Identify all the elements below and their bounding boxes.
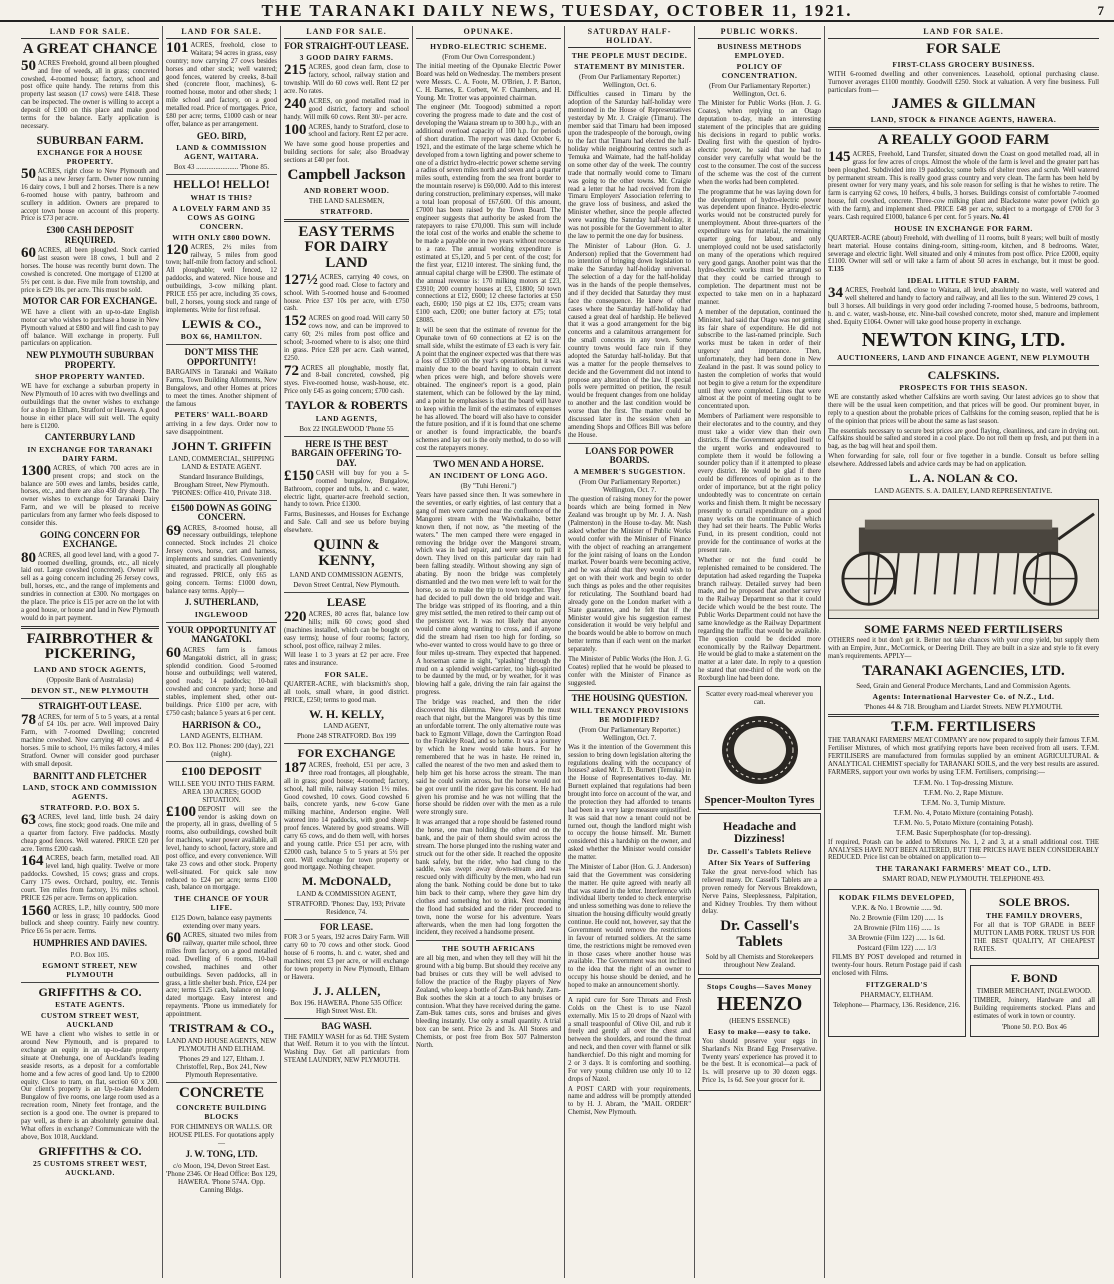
source-line: (From Our Parliamentary Reporter.) Wellington, Oct. 6. (578, 73, 681, 89)
listing: 72 ACRES all ploughable, mostly flat, and 8-bail concreted, cowshed, pig styes. Five-roomed house, wash-house, etc. Price only £45 as going concern; £700 cash. (284, 362, 409, 396)
article-paragraph: Was it the intention of the Government this session to bring down legislation altering the regulations dealing with the occupancy of houses? asked Mr. T. D. Burnett (Temuka) in the House of Representatives to-day. Mr. Burnett explained that regulations had been brought into force on account of the war, and the protection they had afforded to tenants had been in a very large measure unjustified. It was said that now a tenant could not be turned out, though the landlord might wish to occupy the house himself. Mr. Burnett considered this a hardship on the owner, and asked whether the Minister would consider the matter. (568, 743, 691, 862)
headline: STRAIGHT-OUT LEASE. (38, 701, 142, 712)
column-header: PUBLIC WORKS. (698, 26, 821, 39)
firm-name: TARANAKI AGENCIES, LTD. (862, 662, 1065, 679)
article-paragraph: The question of raising money for the power boards which are being formed in New Zealand was brought up by Mr. J. A. Nash (Palmerston) in the House to-day. Mr. Nash asked whether the Minister of Public Works would confer with the Minister of Finance with the object of reaching an arrangement for the joint raising of loans on the London market. Power boards were becoming active, and he was afraid that they would wish to get on with their work and begin to order such things as poles and the other requisites for reticulating. The Southland board had already gone on the London market with a State guarantee, and he felt that if the Minister would give his suggestion earnest consideration it would be very helpful and the boards would be able to borrow on much better terms than if each went on the market separately. (568, 496, 691, 653)
divider (21, 982, 159, 983)
article-paragraph: It will be seen that the estimate of revenue for the Opunake town of 60 connections at £2 is on the small side, whilst the estimate of £3 each is very fair. A point that the engineer expected was that there was a loss of £3300 on the year's operations, but it was mainly due to the board having to obtain current when prices were high, and before shovels were obtained. The engineer's report is a good, plain statement, which can be followed by the lay mind, and a point he emphasises is that the board will have to keep within the limit of the estimates of expenses he has allowed. The board will also have to consider the future position, and if it is found that one scheme or another is found impracticable, the board's schemes and lay out is the only method, to do so will cost the ratepayers money. (416, 326, 561, 452)
firm-address: 25 CUSTOMS STREET WEST, AUCKLAND. (33, 1159, 147, 1178)
bottom-ads (828, 886, 1099, 1039)
firm-address: Telephone— Pharmacy, 136. Residence, 216. (833, 1000, 961, 1009)
firm-subtitle: PHARMACY, ELTHAM. (860, 990, 934, 999)
headline: A REALLY GOOD FARM (877, 132, 1050, 149)
firm-name: W. H. KELLY, (308, 706, 385, 721)
firm-address: STRATFORD. 'Phones: Day, 193; Private Residence, 74. (287, 899, 406, 916)
ad-text: Sold by all Chemists and Storekeepers throughout New Zealand. (705, 952, 814, 969)
list-item: T.F.M. No. 2, Rape Mixture. (923, 788, 1004, 797)
listing: 120 ACRES, 2½ miles from railway, 5 miles from good town; half-mile from factory and school. All ploughable; well fenced, 12 paddocks, and watered. Nice house and outbuildings, 3-cow milking plant. PRICE £55 per acre, including 35 cows, bull, 2 horses, young stock and range of implements. Write for first refusal. (166, 241, 277, 314)
subheadline: AN INCIDENT OF LONG AGO. (429, 471, 548, 481)
list-item: T.F.M. No. 3, Turnip Mixture. (921, 798, 1006, 807)
divider (828, 127, 1099, 130)
listing: 1300 ACRES, of which 700 acres are in present crops; and stock on the balance are 500 ewes and lambs, besides cattle, horses, etc., and there are also 450 dry sheep. The owner wishes to exchange for Taranaki Dairy Farm, and we will be pleased to receive particulars from any farmer who feels disposed to consider this. (21, 462, 159, 527)
firm-address: SMART ROAD, NEW PLYMOUTH. TELEPHONE 493. (882, 875, 1045, 884)
listing: £150 CASH will buy for you a 5-roomed bungalow, Bungalow, Bathroom, copper and tubs, h. and c. water, electric light, quarter-acre freehold section, handy to town. Price £1300. (284, 467, 409, 509)
firm-name: GRIFFITHS & CO. (38, 984, 142, 999)
subheadline: THE PEOPLE MUST DECIDE. (571, 51, 688, 60)
price-line: V.P.K. & No. 1 Brownie ...... 9d. (851, 904, 943, 913)
article-paragraph: THE TARANAKI FARMERS' MEAT COMPANY are now prepared to supply their famous T.F.M. Fertiliser Mixtures, of which most gratifying reports have been received from all users. T.F.M. FERTILISERS are manufactured from formulas supplied by an eminent AGRICULTURAL & ANALYTICAL CHEMIST specially for TARANAKI SOILS, and the very best results are assured. FARMERS, support your own works by using T.F.M. Fertilisers, comprising:— (828, 737, 1099, 776)
firm-address: BOX 66, HAMILTON. (180, 332, 263, 342)
divider (828, 365, 1099, 366)
firm-name: SOLE BROS. (998, 895, 1070, 910)
ad-subheadline: After Six Years of Suffering (708, 858, 811, 868)
listing: 69 ACRES, 8-roomed house, all necessary outbuildings, telephone connected. Stock includes 21 choice Jersey cows, horse, cart and harness, implements and sundries. Conveniently situated, and practically all ploughable and regrassed. PRICE, only £65 as going concern. Terms: £1000 down, balance easy terms. Apply— (166, 522, 277, 595)
listing: 187 ACRES, freehold, £51 per acre, 3 three road frontages, all ploughable, all in grass; good house; 4-roomed; factory, school, hall mile, railway station 1½ miles. Good cowshed, 10 cows. Good cowshed 6 bails, concrete yards, new 6-cow Gane milking machine, Anderson engine. Well watered into 14 paddocks, with good sheep-proof fences. Watered by good streams. Will carry 65 cows, and do them well, with horses and young cattle. Price £51 per acre, with £2000 cash, balance 5 to 5 years at 5½ per cent. Will exchange for town property or good mortgage. Nothing cheaper. (284, 760, 409, 872)
ad-text: Take the great nerve-food which has relieved many. Dr. Cassell's Tablets are a proven remedy for Nervous Breakdown, Nerve Pains, Sleeplessness, Palpitation, and Kidney Troubles. Try them without delay. (702, 869, 817, 916)
column-4 (413, 26, 565, 1278)
price-line: Postcard (Film 122) ...... 1/3 (857, 944, 937, 953)
subheadline: WHAT IS THIS? (190, 192, 253, 202)
subheadline: £125 Down, balance easy payments extending over many years. (171, 914, 272, 931)
headline: YOUR OPPORTUNITY AT MANGATOKI. (167, 624, 276, 645)
sole-bros-advertisement (970, 889, 1100, 959)
firm-name: J. W. TONG, LTD. (185, 1149, 258, 1160)
listing: WITH 6-roomed dwelling and other conveniences. Leasehold, optional purchasing clause. Turnover averages £1100 monthly. Goodwill £250. Stock at valuation. A very fine business. Full particulars from— (828, 70, 1099, 94)
headline: GOING CONCERN FOR EXCHANGE. (39, 529, 140, 550)
divider (166, 622, 277, 623)
listing: BARGAINS in Taranaki and Waikato Farms, Town Building Allotments, New Bungalows, and other Homes at prices to meet the times. Another shipment of the famous (166, 369, 277, 408)
firm-subtitle: P.O. Box 105. (70, 950, 110, 959)
subheadline: IDEAL LITTLE STUD FARM. (907, 276, 1020, 286)
headline: EASY TERMS FOR DAIRY LAND (298, 223, 395, 272)
firm-subtitle: LAND & COMMISSION AGENT, (296, 889, 397, 898)
listing: 215 ACRES, good clean farm, close to factory, school, railway station and township. Will do 60 cows well. Rent £2 per acre. No rates. (284, 62, 409, 96)
subheadline: STATEMENT BY MINISTER. (574, 62, 685, 71)
firm-address: Box 43 ........................ 'Phone 85. (173, 163, 270, 172)
listing: arriving in a few days. Order now to save disappointment. (166, 421, 277, 437)
article-paragraph: The engineer (Mr. Toogood) submitted a report covering the progress made to date and the cost of developing the Waiaua stream up to 300 h.p., with an additional overload capacity of 100 h.p. for periods of short duration. The report was dated October 6, 1921, and the estimate of the large scheme which he developed from a town lighting and power scheme to one of a district hydro-electric power scheme serving a radius of seven miles north and seven and a quarter miles south, extending from the sea front border to the mountain reserve) is £60,000. Add to this interest during construction, preliminary expenses, will make a total loan proposal of £67,600. Of this amount, £7000 has been raised by the Town Board. The engineer suggests that authority be asked from the ratepayers to raise £70,000. This sum will include the total cost of the works and enable the scheme to be made a payable one in two years without recourse to a rate. The annual working expenditure is estimated at £5,120, and 5 per cent. of the cost; for the first year, £1210 interest. The sinking fund, the annual capital charge will be £3900. The estimate of the annual revenue is: 170 milking motors at £23, £3910; 200 country houses at £3, £1800; 50 town connections at £12, £600; 12 cheese factories at £50 each, £600; 150 pigs at £2 10s, £375; cream vans £100 each, £200; one butter factory at £75; total £8085. (416, 104, 561, 324)
subheadline: SHOP PROPERTY WANTED. (35, 372, 145, 382)
divider (568, 993, 691, 994)
firm-name: FAIRBROTHER & PICKERING, (26, 630, 154, 663)
ad-subheadline: Easy to make—easy to take. (708, 1026, 811, 1036)
headline: A GREAT CHANCE (22, 41, 158, 57)
headline: T.F.M. FERTILISERS (891, 718, 1036, 735)
listing: FOR 3 or 5 years, 192 acres Dairy Farm. Will carry 60 to 70 cows and other stock. Good house of 6 rooms, h. and c. water, shed and machines; rent £3 per acre, or will exchange for town property in New Plymouth, Eltham or Hawera. (284, 934, 409, 981)
article-paragraph: The Minister for Public Works (Hon. J. G. Coates), when replying to an Otago deputation to-day, made an interesting statement of the principles that are guiding his decisions in regard to public works. Dealing first with the question of hydro-electric power, he said that he had to consider very carefully what would be the cost to the consumer. The cost of the success of the scheme was the cost of the current when the works had been completed. (698, 100, 821, 186)
article-paragraph: A member of the deputation, continued the Minister, had said that Otago was not getting its fair share of expenditure. He did not subscribe to the last-named principle. Such works must be taken in order of their urgency and importance. Then, unfortunately, they had been done in New Zealand in the past. It was sound policy to hasten the completion of works that would not begin to give a return for the expenditure until they were completed. Lines that were almost at the point of meeting ought to be concentrated upon. (698, 308, 821, 411)
firm-name: F. BOND (1010, 971, 1058, 986)
bond-advertisement (970, 965, 1100, 1036)
firm-name: Campbell Jackson (287, 166, 406, 183)
headline: CONCRETE (178, 1084, 264, 1101)
article-paragraph: The essentials necessary to secure best prices are good flaying, cleanliness, and care in drying out. Calfskins should be salted and stored in a cool place. Do not roll them up fresh, and put them in a bag, as the bag will heat and spoil them. (828, 427, 1099, 451)
firm-address: Devon Street Central, New Plymouth. (293, 581, 400, 590)
article-paragraph: The Minister of Public Works (the Hon. J. G. Coates) replied that he would be pleased to confer with the Minister of Finance as suggested. (568, 655, 691, 687)
headline: FOR EXCHANGE (297, 746, 396, 761)
listing: 60 ACRES, all been ploughed. Stock carried last season were 18 cows, 1 bull and 2 horses. The house was recently burnt down. The cowshed is concreted. One mortgage of £1200 at 5½ per cent. is due. Five mile from township, and price is £29 10s. per acre. This must be sold. (21, 245, 159, 294)
firm-subtitle: Seed, Grain and General Produce Merchants, Land and Commission Agents. (856, 681, 1071, 690)
subheadline: PETERS' WALL-BOARD (174, 410, 269, 420)
listing: THE FAMILY WASH for as 6d. THE System that Welf. Return it to you with the lintcut. Washing Day. Get all particulars from STEAM LAUNDRY, NEW PLYMOUTH. (284, 1033, 409, 1065)
subheadline: A MEMBER'S SUGGESTION. (573, 467, 686, 477)
firm-address: 'Phone 50. P.O. Box 46 (1001, 1022, 1067, 1031)
headline: FOR STRAIGHT-OUT LEASE. (284, 41, 409, 51)
listing: 127½ ACRES, carrying 40 cows, on good road. Close to factory and school. With 5-roomed house and 6-roomed house. Price £37 10s per acre, with £750 cash. (284, 271, 409, 313)
subheadline: HYDRO-ELECTRIC SCHEME. (430, 42, 547, 51)
subheadline: CONCRETE BUILDING BLOCKS (176, 1103, 267, 1122)
column-3 (281, 26, 413, 1278)
headline: £300 CASH DEPOSIT REQUIRED. (46, 225, 134, 245)
firm-subtitle: LAND, STOCK AND COMMISSION AGENTS. (22, 783, 158, 802)
headline: THE HOUSING QUESTION. (571, 693, 688, 704)
subheadline: FOR SALE. (324, 670, 369, 680)
firm-name: M. McDONALD, (302, 874, 391, 889)
firm-subtitle: Agents: International Harvester Co. of N.Z., Ltd. (872, 691, 1055, 701)
column-header: LAND FOR SALE. (284, 26, 409, 39)
subheadline: IN EXCHANGE FOR TARANAKI DAIRY FARM. (27, 444, 153, 463)
fertiliser-list (828, 779, 1099, 837)
firm-subtitle: THE LAND SALESMEN, (308, 196, 385, 205)
listing: WE have for exchange a suburban property in New Plymouth of 10 acres with two dwellings and outbuildings that the owner wishes to exchange for a shop in Eltham, Stratford or Hawera. A good house in either place will suit well. The equity here is £1200. (21, 383, 159, 430)
page-number: 7 (1097, 3, 1104, 18)
divider (284, 436, 409, 437)
firm-name: J. J. ALLEN, (312, 983, 381, 998)
firm-address: INGLEWOOD (194, 609, 249, 619)
article-paragraph: It was arranged that a rope should be fastened round the horse, one man holding the other end on the bank, and the pair of them should swim across the stream. The horse plunged into the rushing water and struck out for the other side. It reached the opposite bank safely, but the rider, who had clung to the saddle, was swept away down-stream and was rescued only with difficulty by the men, who had run along the bank. Nothing could be done but to take him back to their camp, where they gave him dry clothes and something hot to drink. Next morning the flood had subsided and the rider proceeded to town, none the worse for his adventure. Years afterwards, when the men had long forgotten the incident, they received a handsome present. (416, 819, 561, 937)
subheadline: HOUSE IN EXCHANGE FOR FARM. (894, 223, 1033, 233)
kodak-advertisement (828, 889, 966, 1036)
firm-name: L. A. NOLAN & CO. (909, 470, 1018, 485)
subheadline: PROSPECTS FOR THIS SEASON. (899, 383, 1028, 393)
firm-name: QUINN & KENNY, (313, 536, 380, 569)
firm-name: HARRISON & CO., (182, 719, 261, 730)
source-line: (By "Tuhi Hereni.") (460, 482, 517, 491)
listing: £100 DEPOSIT will see the vendor is asking down on the property, all in grass, dwelling of 5 rooms, also outbuildings, cowshed built for machines, water power available, all level, handy to school, factory, store and post office, and every convenience. Will take 23 cows and other stock. Property well-situated. For quick sale now reduced to £24 per acre; terms £100 cash, balance on mortgage. (166, 803, 277, 892)
firm-address: c/o Moon, 194, Devon Street East. 'Phone 2346. Or Head Office: Box 129, HAWERA. 'Phone 574A. Opp. Canning Bldgs. (166, 1161, 277, 1194)
price-line: 3A Brownie (Film 122) ...... 1s 6d. (848, 934, 946, 943)
tablets-advertisement (698, 813, 821, 975)
column-header: LAND FOR SALE. (166, 26, 277, 39)
listing: 101 ACRES, freehold, close to Waitara; 94 acres in grass, easy country; now carrying 27 cows besides horses and other stock; well watered; good fences, watered by creeks, 8-bail shed (concrete floor, machines), 6-roomed house, motor and other sheds; 1 mile school and factory, on a good metalled road. Price of mortgages. Price, £80 per acre; terms, £1000 cash or near offer, balance as per arrangement. (166, 40, 277, 128)
firm-address: STRATFORD. P.O. BOX 5. (40, 803, 140, 813)
article-paragraph: The programme that he was laying down for the development of hydro-electric power was dependent upon finance. Hydro-electric works would not be constructed purely for unemployment. About three-quarters of the expenditure was for material, the remaining quarter going for labour, and only unemployed could not be used satisfactorily on many of the operations which required very good gangs. Another point was that the hydro-electric works must be arranged so that they could be carried through to completion. The department must not be expected to take men on in a haphazard manner. (698, 188, 821, 306)
firm-name: FITZGERALD'S (865, 979, 928, 989)
firm-subtitle: ESTATE AGENTS. (55, 1000, 125, 1010)
list-item: T.F.M. No. 1 Top-dressing Mixture. (913, 778, 1014, 787)
subheadline: THE SOUTH AFRICANS (441, 944, 536, 954)
headline: TWO MEN AND A HORSE. (433, 458, 544, 469)
firm-subtitle: (Opposite Bank of Australasia) (46, 676, 134, 685)
firm-name: GRIFFITHS & CO. (38, 1143, 142, 1158)
brand-name: HEENZO (716, 992, 803, 1015)
article-paragraph: Difficulties caused in Timaru by the adoption of the Saturday half-holiday were mentioned in the House of Representatives yesterday by Mr. J. Craigie (Timaru). The member said that Timaru had been imposed upon the tradespeople of the borough, owing to the fact that Timaru had elected the half-holiday while neighbouring centres such as Temuka and Waimate, had the half-holiday on some other day of the week. The country trade that normally would come to Timaru was going to the other towns. Mr. Craigie read a letter that he had received from the Timaru Employers' Association referring to the grave loss of business, and asked the Minister whether, since the people affected were wanting the Saturday half-holiday, it was not possible for the Government to alter the law to permit the one day for business. (568, 91, 691, 240)
list-item: T.F.M. Basic Superphosphate (for top-dressing). (895, 828, 1031, 837)
ad-text: FILMS BY POST developed and returned in twenty-four hours. Return Postage paid if cash enclosed with Films. (832, 954, 962, 978)
firm-name: BARNITT AND FLETCHER (33, 770, 147, 781)
listing: 50 ACRES, right close to New Plymouth and has a new Jersey farm. Owner now running 16 dairy cows, 1 bull and 2 horses. There is a new 6-roomed house with pantry, bathroom and scullery in addition. Owners are prepared to accept town house on account of this property. Price is £73 per acre. (21, 166, 159, 223)
firm-subtitle: LAND AGENTS, (315, 413, 378, 423)
article-paragraph: If required, Potash can be added to Mixtures No. 1, 2 and 3, at a small additional cost. THE ANALYSES HAVE NOT BEEN ALTERED, BUT THE PRICES HAVE BEEN CONSIDERABLY REDUCED. Price list can be obtained on application to— (828, 838, 1099, 862)
subheadline: FIRST-CLASS GROCERY BUSINESS. (892, 59, 1035, 69)
subheadline: FOR CHIMNEYS OR WALLS. OR HOUSE PILES. For quotations apply— (168, 1123, 275, 1148)
firm-subtitle: LAND AND COMMISSION AGENTS, (289, 571, 404, 580)
listing: 100 ACRES, handy to Stratford, close to school and factory. Rent £2 per acre. (284, 121, 409, 139)
subheadline: WILL TENANCY PROVISIONS BE MODIFIED? (570, 705, 689, 724)
column-6 (695, 26, 825, 1278)
firm-name: HUMPHRIES AND DAVIES. (32, 938, 148, 949)
firm-subtitle: LAND, STOCK & FINANCE AGENTS, HAWERA. (870, 115, 1057, 125)
firm-subtitle: THE FAMILY DROVERS, (985, 910, 1083, 920)
divider (284, 743, 409, 744)
firm-subtitle: AUCTIONEERS, LAND AND FINANCE AGENT, NEW PLYMOUTH (837, 352, 1090, 362)
listing: 63 ACRES, level land, little bush. 24 dairy cows, fine stock; good roads. One mile and a quarter from factory. Five paddocks. Mostly cheap good fences. Well watered. PRICE £20 per acre. Terms £200 cash. (21, 812, 159, 853)
headline: DON'T MISS THE OPPORTUNITY! (184, 347, 259, 367)
article-paragraph: A rapid cure for Sore Throats and Fresh Colds on the Chest is to use Nazol externally. Mix 15 to 20 drops of Nazol with a small teaspoonful of Olive Oil, and rub it freely and gently all over the chest and between the shoulders, and round the throat and neck, and then cover with flannel or silk handkerchief. Do this night and morning for 2 or 3 days. It is comforting and soothing. For very young children use only 10 to 12 drops of Nazol. (568, 996, 691, 1083)
listing: We have some good house properties and building sections for sale; also Broadway sections at £40 per foot. (284, 141, 409, 165)
listing: 152 ACRES on good road. Will carry 50 cows now, and can be improved to carry 60; 2½ miles from post office and school; 3-roomed where to is also; one third in grass. Price £28 per acre. Cash wanted, £250. (284, 313, 409, 362)
seed-drill-drawing (829, 500, 1098, 618)
heenzo-advertisement (698, 978, 821, 1091)
headline: LOANS FOR POWER BOARDS. (585, 445, 674, 465)
column-header: OPUNAKE. (416, 26, 561, 39)
headline: FOR SALE (926, 41, 1001, 57)
source-line: (From Our Own Correspondent.) (442, 53, 535, 61)
divider (21, 698, 159, 699)
firm-name: TRISTRAM & CO., (169, 1020, 274, 1035)
headline: BAG WASH. (321, 1021, 372, 1032)
firm-subtitle: LAND AGENTS, ELTHAM. (180, 732, 263, 741)
headline: £100 DEPOSIT (181, 764, 262, 779)
subheadline: WILL SEE YOU INTO THIS FARM. AREA 130 ACRES; GOOD SITUATION. (168, 779, 275, 804)
listing: 145 ACRES, Freehold, Land Transfer, situated down the Coast on good metalled road, all in grass for few acres of crops. Almost the whole of the farm is level and the greater part has been ploughed. Subdivided into 19 paddocks; some belts of shelter trees and scrub. Well watered by permanent stream. This is really good grass country and very clean. The farm has been held by present owner for very many years, and his sole reason for selling is that he wishes to retire. The farm is carrying 62 cows, 10 heifers, 4 bulls, 3 horses. Buildings consist of comfortable 7-roomed house, full cowshed, concrete. Three-cow milking plant and Blackstone water power (which go with the farm), and implement shed. PRICE £48 per acre, subject to a mortgage of £700 for 3 years. Cash required £1000, balance 6 per cent. for 5 years. No. 41 (828, 148, 1099, 221)
firm-address: STRATFORD. (320, 206, 373, 216)
divider (568, 443, 691, 444)
firm-name: JOHN T. GRIFFIN (171, 439, 272, 454)
listing: 240 ACRES, on good metalled road in good district, factory and school handy. Will milk 60 cows. Rent 30/- per acre. (284, 95, 409, 121)
firm-subtitle: LAND AND HOUSE AGENTS, NEW PLYMOUTH AND ELTHAM. (166, 1036, 277, 1053)
listing: QUARTER-ACRE (about) Freehold, with dwelling of 11 rooms, built 8 years; well built of mostly heart material. House contains dining-room, sitting-room, kitchen, and 8 bedrooms. Water, sewerage and electric light. Well situated and only 4 minutes from post office. Price £2000, equity £1100. Owner will sell or will take a farm of about 50 acres in exchange, but it must be good. T.135 (828, 234, 1099, 274)
divider (166, 500, 277, 501)
tyre-advertisement (698, 686, 821, 810)
listing: 60 ACRES, situated two miles from railway, quarter mile school, three miles from factory, on a good metalled road. Dwelling of 6 rooms, 10-bail cowshed, machines and other outbuildings. Seven paddocks, all in grass, a little shelter bush. Price, £24 per acre; terms £125 cash, balance on long-dated mortgage. Easy interest and repayments. 'Phone us immediately for appointment. (166, 930, 277, 1019)
firm-address: DEVON ST., NEW PLYMOUTH (31, 686, 149, 696)
firm-subtitle: LAND & COMMISSION AGENT, WAITARA. (176, 143, 267, 162)
firm-subtitle: LAND, COMMERCIAL, SHIPPING LAND & ESTATE AGENT. (168, 454, 275, 471)
firm-subtitle: LAND AGENTS. S. A. DAILEY, LAND REPRESENTATIVE. (874, 486, 1053, 495)
article-paragraph: A POST CARD with your requirements, name and address will be promptly attended to by H. J. Abram, the "MAIL ORDER" Chemist, New Plymouth. (568, 1085, 691, 1117)
headline: CANTERBURY LAND (44, 432, 136, 443)
column-header: SATURDAY HALF-HOLIDAY. (568, 26, 691, 48)
firm-subtitle: LAND AGENT, (323, 722, 370, 731)
headline: HELLO! HELLO! (173, 177, 270, 192)
firm-address: 'Phones 29 and 127, Eltham. J. Christoffel, Rep., Box 241, New Plymouth Representative. (176, 1054, 267, 1079)
article-paragraph: The bridge was reached, and then the rider discovered his dilemma. New Plymouth he must reach that night, but the Mangorei was by this time an unfordable torrent. The only alternative route was back to Egmont Village, down the Carrington Road to the Frankley Road, and so home. It was a journey by which he knew would take hours. For he remembered that he was in haste. He reined in, called the nearest of the two men and asked them to help him get his horse across the stream. The man said he could swim across, but the horse would not be got over until the rider gave his consent. He had given his promise and he was not willing that the horse should be ridden over with the men as a rule were strongly sure. (416, 699, 561, 817)
price-line: 2A Brownie (Film 116) ...... 1s (853, 924, 940, 933)
headline: LEASE (326, 595, 367, 610)
headline: HERE IS THE BEST BARGAIN OFFERING TO-DAY. (291, 438, 402, 468)
column-header: LAND FOR SALE. (21, 26, 159, 39)
divider (568, 690, 691, 691)
article-paragraph: Whether or not the fund could be replenished remained to be considered. The deputation had asked regarding the Tuapeka branch railway. Detailed survey had been made, and he proposed that another survey to the Railway Department so that it could decide which would be the best route. The Public Works Department could not have the same knowledge as the Railway Department regarding the traffic that would be available. The question could be decided more economically by the Railway Department. He would be glad to make a statement on the matter at a later date. In reply to a question he stated that one-third of the work on the Roxburgh line had been done. (698, 556, 821, 682)
firm-address: Phone 248 STRATFORD. Box 199 (297, 732, 396, 741)
ad-subheadline: (HEEN'S ESSENCE) (729, 1016, 790, 1025)
article-paragraph: The initial meeting of the Opunake Electric Power Board was held on Wednesday. The members present were Messrs. C. A. Foote, M. O'Brien, J. P. Barton, C. H. Barnes, E. Corbett, W. F. Chambers, and H. Young. Mr. Trotter was appointed chairman. (416, 63, 561, 102)
ad-headline: Headache and Dizziness! (722, 818, 796, 846)
brand-name: Dr. Cassell's Tablets (720, 918, 799, 951)
listing: Will lease 1 to 3 years at £2 per acre. Free rates and insurance. (284, 652, 409, 668)
masthead-title: THE TARANAKI DAILY NEWS, TUESDAY, OCTOBER 11, 1921. (261, 1, 853, 20)
column-1 (18, 26, 163, 1278)
listing: WE have a client who wishes to settle in or around New Plymouth, and is prepared to exchange an equity in an up-to-date property situate at Onehunga, one of Auckland's leading seaside resorts, as a deposit for a comfortable home and a few acres of good land. Up to £2000 equity. Close to tram, on flat, section 60 x 200. Our client's property is an Up-to-date Modern Bungalow of five rooms, one large room used as a recreation room, Ninety feet frontage, and the section is a good one. The owner is prepared to pay well, as there is an absolutely genuine deal. What offers in exchange? Communicate with the above, Box 1018, Auckland. (21, 1031, 159, 1141)
divider (166, 1082, 277, 1083)
column-header: LAND FOR SALE. (828, 26, 1099, 39)
ad-text: For all that is TOP GRADE in BEEF MUTTON LAMB PORK. TRUST US FOR THE BEST QUALITY, AT CHEAPEST RATES. (973, 921, 1095, 953)
tyre-illustration (706, 710, 814, 790)
divider (416, 456, 561, 457)
article-paragraph: Members of Parliament were responsible to their electorates and to the country, and they must take a wider view than their own districts. If the Government applied itself to the urgent works and endeavoured to complete them it would be following a sounder policy than if it attempted to please every district. He would be glad if there could be differences of opinion as to the order of importance, but at the right policy undoubtedly was to concentrate on certain works and finish them. It might be necessary presently to curtail expenditure on a good many works on the continuance of which they had set their hearts. The Public Works Fund, in its present condition, could not provide for the continuance of works at the present rate. (698, 413, 821, 554)
divider (166, 174, 277, 175)
source-line: (From Our Parliamentary Reporter.) Wellington, Oct. 7. (578, 725, 681, 742)
firm-name: GEO. BIRD, (196, 130, 247, 141)
listing: 220 ACRES, 80 acres flat, balance low hills; milk 60 cows; good shed (machines installed, which can be bought on easy terms); house of four rooms; factory, school, post office, railway 2 miles. (284, 609, 409, 650)
divider (21, 626, 159, 629)
ad-subheadline: Stops Coughs—Saves Money (707, 981, 812, 991)
listing: WE have a client with an up-to-date English motor car who wishes to purchase a house in New Plymouth valued at £800 and will find cash to pay off balance. Will exchange in property. Full particulars on application. (21, 308, 159, 348)
ad-subheadline: Dr. Cassell's Tablets Relieve (707, 847, 812, 857)
ad-text: TIMBER, Joinery, Hardware and all Building requirements stocked. Plans and estimates of work in town or country. (973, 996, 1095, 1020)
headline: £1500 DOWN AS GOING CONCERN. (171, 502, 272, 523)
seed-drill-illustration (828, 499, 1099, 619)
subheadline: POLICY OF CONCENTRATION. (721, 62, 798, 80)
firm-subtitle: AND ROBERT WOOD. (303, 185, 390, 195)
firm-address: EGMONT STREET, NEW PLYMOUTH (42, 960, 138, 979)
right-ads (970, 886, 1100, 1039)
article-paragraph: OTHERS need it but don't get it. Better not take chances with your crop yield, but supply them with an Empire, Junr., McCormick, or Deering Drill. They are built in a size and style to fit every man's requirements. APPLY— (828, 637, 1099, 660)
listing: 34 ACRES, Freehold land, close to Waitara, all level, absolutely no waste, well watered and well sheltered and handy to factory and railway, and all lies to the sun. Wintered 29 cows, 1 bull 3 horses. All buildings in very good order including 7-roomed house, 5 bedrooms, bathroom, h. and c. water, wash-house, etc. Nine-bail cowshed concrete, motor shed, manure and implement shed. Equity £1064. Owner will take good house property in exchange. (828, 285, 1099, 326)
subheadline: BUSINESS METHODS EMPLOYED. (717, 42, 802, 60)
divider (416, 940, 561, 941)
firm-name: J. SUTHERLAND, (184, 597, 259, 608)
headline: CALFSKINS. (927, 367, 1000, 382)
subheadline: 3 GOOD DAIRY FARMS. (299, 53, 394, 63)
subheadline: WITH ONLY £800 DOWN. (172, 232, 271, 242)
firm-address: Box 196. HAWERA. Phone 535 Office: High Street West. Elt. (290, 999, 403, 1016)
firm-name: NEWTON KING, LTD. (861, 328, 1066, 351)
article-paragraph: are all big men, and when they tell they will hit the ground with a big bump. But should they receive any bad bruises or cuts they will be well advised to follow the practice of the Rugby players of New Zealand, who keep a bottle of Zam-Buk handy. Zam-Buk soothes the skin at a touch to any bruises or contusion. What they have received during the game. Zam-Buk tames cuts, sores and bruises and gives bleeding instantly. Use only a small quantity. A trial box can be sent. Price 2s and 3s. All Stores and Chemists, or post free from Box 507 Palmerston North. (416, 955, 561, 1049)
ad-text: You should preserve your eggs in Sharland's Nix Brand Egg Preservative. Twenty years' experience has proved it to be the best. It is economical—a pack of 1s. will preserve up to 30 dozen eggs. Price 1s, 1s 6d. See your grocer for it. (702, 1037, 817, 1085)
divider (284, 219, 409, 222)
headline: SOME FARMS NEED FERTILISERS (864, 621, 1063, 636)
listing: Farms, Businesses, and Houses for Exchange and Sale. Call and see us before buying elsewhere. (284, 511, 409, 535)
ad-headline: KODAK FILMS DEVELOPED, (839, 893, 955, 903)
subheadline: EXCHANGE FOR A HOUSE PROPERTY. (37, 148, 143, 167)
column-5 (565, 26, 695, 1278)
article-paragraph: Years have passed since then. It was somewhere in the seventies, or early eighties, of last century that a gang of men were camped near the confluence of the Mangorei stream with the Waiwhakaiho, better known then, if not now, as "the meeting of the waters." The men camped there were engaged in removing the bridge over the Mangorei stream, which was in bad repair, and were sent to pull it down. They lived on this particular day rain had been falling steadily. Without showing any sign of abating. By noon the bridge was completely dismantled and the two men were left to wait for the horse, so as to make the trip to town together. They had decided to pull down the old bridge and wait. The bridge was stripped of its flooring, and a thin grey mist settled, the men retired to their camp out of the persistent wet. It was not likely that anyone would come along wanting to cross, and if anyone did the stream had risen too high for fording, so who-ever wanted to cross would have to go three or four miles up-stream. They expected that happened. A horseman came in sight, "splashing" through the mud on a splendid weight-carrier, too high-spirited to be daunted by the mud, or by weather, for it was blowing half a gale, driving the rain fair against the progress. (416, 492, 561, 697)
subheadline: THE CHANCE OF YOUR LIFE. (174, 894, 269, 913)
source-line: (From Our Parliamentary Reporter.) Wellington, Oct. 6. (708, 82, 811, 98)
listing: 1560 ACRES, L.P., hilly country, 500 more or less in grass; 10 paddocks. Good bullock and sheep country. Fairly new country. Price £6 5s per acre. Terms. (21, 902, 159, 936)
firm-subtitle: LAND AND STOCK AGENTS, (33, 665, 147, 675)
firm-address: 'Phones 44 & 718. Brougham and Liardet Streets. NEW PLYMOUTH. (864, 702, 1063, 711)
column-7 (825, 26, 1102, 1278)
ad-text: Scatter every road-meal wherever you can. (706, 689, 813, 706)
headline: FOR LEASE. (319, 921, 373, 932)
firm-address: Standard Insurance Buildings, Brougham Street, New Plymouth. 'PHONES: Office 410, Private 318. (171, 472, 272, 497)
brand-name: Spencer-Moulton Tyres (704, 793, 815, 806)
source-line: (From Our Parliamentary Reporter.) Wellington, Oct. 7. (578, 478, 681, 495)
divider (284, 1018, 409, 1019)
headline: NEW PLYMOUTH SUBURBAN PROPERTY. (26, 350, 154, 370)
column-2 (163, 26, 281, 1278)
listing: 164 ACRES, beach farm, metalled road. All level land, high quality. Twelve or more paddocks. Cowshed, 15 cows; grass and crops. Carry 175 ewes. Orchard, poultry, etc. Tennis court. Ten miles from factory, 1½ miles school. PRICE £26 per acre. Terms on application. (21, 853, 159, 902)
article-paragraph: WE are constantly asked whether Calfskins are worth saving. Our latest advices go to show that there will be the usual keen competition, and that prices will be good. Our prominent buyer, in reply to a question about the probable prices of Calfskins for the coming season, replied that he is of the opinion that prices will be about the same as last season. (828, 394, 1099, 425)
listing: 78 ACRES, for term of 5 to 5 years, at a rental of £4 10s. per acre. Well improved Dairy Farm, with 7-roomed Dwelling; concreted machine cowshed. Now carrying 40 cows and 4 horses. 5 mile to school, 1½ miles factory, 4 miles Stratford. Owner will consider good purchaser with small deposit. (21, 711, 159, 768)
firm-name: LEWIS & CO., (181, 316, 262, 331)
list-item: T.F.M. No. 4, Potato Mixture (containing Potash). (893, 808, 1034, 817)
article-paragraph: When forwarding for sale, roll four or five together in a bundle. Consult us before selling elsewhere. Addressed labels and advice cards may be had on application. (828, 453, 1099, 469)
firm-address: P.O. Box 112. Phones: 200 (day), 221 (night). (168, 742, 275, 759)
listing: 60 ACRES farm is famous Mangatoki district, all in grass; splendid condition. Good 5-roomed house and outbuildings; well watered, good roads; 14 paddocks; 10-bail cowshed and concrete yard; horse and stables, implement shed, other out-buildings. Price £100 per acre, with £750 cash; balance 5 years at 6 per cent. (166, 644, 277, 717)
subheadline: A LOVELY FARM AND 35 COWS AS GOING CONCERN. (172, 203, 271, 231)
listing: QUARTER-ACRE, with blacksmith's shop, all tools, small whare, in good district. PRICE, £250; terms to good man. (284, 681, 409, 704)
firm-name: JAMES & GILLMAN (891, 96, 1036, 113)
article-paragraph: The Minister of Labor (Hon. G. J. Anderson) said that the Government was considering the matter. He quite agreed with nearly all that was stated in the letter. Interference with individual liberty tended to check enterprise and unless something was done to relieve the situation the housing difficulty would greatly continue. He could not, however, say that the Government would remove the restrictions in favour of returned soldiers. At the same time, the restrictions might be removed even in those cases where another house was available. The Government was not inclined to the idea that the right of an owner to occupy his house should be denied, and he hoped to make an announcement shortly. (568, 863, 691, 990)
article-paragraph: The Minister of Labour (Hon. G. J. Anderson) replied that the Government had no intention of bringing down legislation to make the Saturday half-holiday universal. The selection of a day for the half-holiday was in the hands of the people themselves, and if they decided that Saturday they must face the consequence. He knew of other cases where the Saturday half-holiday had caused a great deal of hardship. He believed that it was a good arrangement for the big concerns and a calamitous arrangement for the small concerns in any town. Some country towns would face ruin if they adopted the Saturday half-holiday. But that was a matter for the people themselves to decide and the Government did not intend to propose any alteration of the law. If special polls were permitted on petition, the result would be frequent changes from one holiday to another and the last condition would be worse than the first. The matter could be discussed later in the session when an amending Shops and Offices Bill was before the House. (568, 242, 691, 439)
firm-address: Box 22 INGLEWOOD 'Phone 55 (299, 424, 394, 433)
listing: 80 ACRES, all good level land, with a good 7-roomed dwelling, grounds, etc., all nicely laid out. Large cowshed (concreted). Owner will sell as a going concern including 26 Jersey cows, bull, horses, etc., and the range of implements and sundries in connection at £300. No mortgages on the place. The price is £15 per acre on the lot with a good house, or house and land in New Plymouth would do in part payment. (21, 549, 159, 622)
divider (284, 592, 409, 593)
headline: SUBURBAN FARM. (36, 132, 144, 147)
divider (166, 344, 277, 345)
firm-name: TAYLOR & ROBERTS (285, 398, 408, 413)
price-line: No. 2 Brownie (Film 120) ...... 1s (849, 914, 944, 923)
masthead (0, 0, 1114, 22)
divider (166, 761, 277, 762)
divider (828, 714, 1099, 717)
list-item: T.F.M. No. 5, Potato Mixture (containing Potash). (893, 818, 1034, 827)
firm-name: THE TARANAKI FARMERS' MEAT CO., LTD. (875, 864, 1052, 874)
firm-subtitle: TIMBER MERCHANT, INGLEWOOD. (976, 986, 1092, 995)
headline: MOTOR CAR FOR EXCHANGE. (22, 296, 158, 307)
listing: 50 ACRES Freehold, ground all been ploughed and free of weeds, all in grass; concreted cowshed, 4-roomed house; factory, school and post office quite handy. The returns from this property last season (17 cows) were £418. These can be inspected. The owner is willing to accept a deposit of £100 on this place and make good terms for the balance. Early application is necessary. (21, 57, 159, 130)
firm-address: CUSTOM STREET WEST, AUCKLAND (40, 1011, 140, 1030)
divider (284, 919, 409, 920)
